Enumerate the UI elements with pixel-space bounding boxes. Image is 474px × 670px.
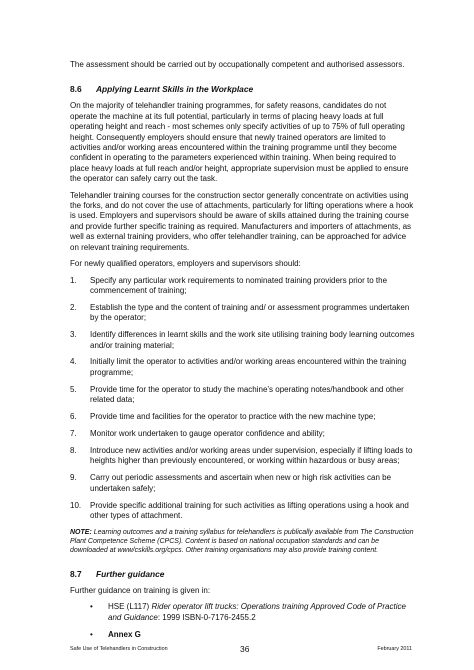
list-item (70, 630, 415, 640)
intro-paragraph: The assessment should be carried out by occupationally competent and authorised assessors. (70, 60, 405, 69)
reference-title: Rider operator lift trucks: Operations training Approved Code of Practice and Guidance (108, 602, 406, 622)
item-number: 2. (70, 302, 77, 312)
list-item (70, 412, 415, 422)
item-text: Provide time and facilities for the operator to practice with the new machine type; (90, 412, 376, 422)
list-item (70, 429, 415, 439)
numbered-list (70, 276, 415, 522)
bullet-list (70, 602, 415, 640)
bullet-icon: • (90, 630, 93, 640)
list-item (70, 602, 415, 623)
item-number: 5. (70, 384, 77, 394)
note-label: NOTE: (70, 528, 92, 536)
section-title: Further guidance (96, 568, 165, 579)
item-number: 10. (70, 500, 82, 510)
list-item (70, 473, 415, 494)
paragraph: Further guidance on training is given in: (70, 585, 211, 595)
section-heading-8-7 (70, 569, 415, 580)
note-text: Learning outcomes and a training syllabus for telehandlers is publically available from The Construction Plant Competence Scheme (CPCS). Content is based on national occupation standards and can be downloaded at www/cskills.org/cpcs. Other training organisations may also provide training content. (70, 528, 414, 554)
item-number: 9. (70, 473, 77, 483)
item-text: Identify differences in learnt skills and the work site utilising training body learning outcomes and/or training material; (90, 330, 415, 350)
list-item (70, 303, 415, 324)
item-text: Monitor work undertaken to gauge operator confidence and ability; (90, 428, 325, 438)
item-number: 4. (70, 357, 77, 367)
item-number: 8. (70, 445, 77, 455)
item-text: Establish the type and the content of training and/ or assessment programmes undertaken by the operator; (90, 302, 410, 323)
list-item (70, 276, 415, 297)
document-body (70, 60, 415, 647)
list-item (70, 330, 415, 351)
bullet-icon: • (90, 602, 93, 612)
note-paragraph (70, 528, 415, 555)
item-text: Introduce new activities and/or working areas under supervision, especially if lifting loads to heights higher than previously encountered, or working within hazardous or busy areas; (90, 445, 413, 466)
reference-suffix: : 1999 ISBN-0-7176-2455.2 (157, 612, 256, 622)
paragraph: On the majority of telehandler training programmes, for safety reasons, candidates do not operate the machine at its full potential, particularly in terms of placing heavy loads at full operating height and reach - most schemes only specify activities of up to 75% of full operating height. Consequently employers should ensure that newly trained operators are limited to activities and/or working areas encountered within the training programme until they become confident in operating to the parameters experienced within training. When being required to place heavy loads at full reach and/or height, appropriate supervision must be applied to ensure the operator can safely carry out the task. (70, 101, 409, 184)
paragraph: Telehandler training courses for the construction sector generally concentrate on activities using the forks, and do not cover the use of attachments, particularly for lifting operations where a hook is used. Employers and supervisors should be aware of skills attained during the training course and provide further specific training as required. Manufacturers and importers of attachments, as well as external training providers, who offer telehandler training, can be approached for advice on relevant training requirements. (70, 190, 414, 252)
list-item (70, 501, 415, 522)
section-number: 8.6 (70, 84, 82, 95)
item-number: 6. (70, 412, 77, 422)
list-item (70, 357, 415, 378)
section-heading-8-6 (70, 84, 415, 95)
paragraph: For newly qualified operators, employers and supervisors should: (70, 259, 301, 269)
item-text: Provide specific additional training for such activities as lifting operations using a hook and other types of attachment. (90, 500, 409, 520)
footer-document-title: Safe Use of Telehandlers in Construction (70, 646, 168, 652)
list-item (70, 446, 415, 467)
section-number: 8.7 (70, 568, 82, 579)
item-text: Carry out periodic assessments and ascertain when new or high risk activities can be undertaken safely; (90, 473, 392, 493)
footer-date: February 2011 (377, 646, 412, 652)
list-item (70, 385, 415, 406)
item-number: 7. (70, 428, 77, 438)
annex-reference: Annex G (108, 630, 141, 640)
reference-prefix: HSE (L117) (108, 602, 152, 612)
item-text: Initially limit the operator to activities and/or working areas encountered within the training programme; (90, 357, 407, 377)
page-number: 36 (240, 644, 250, 654)
item-text: Specify any particular work requirements to nominated training providers prior to the commencement of training; (90, 275, 388, 295)
item-text: Provide time for the operator to study the machine’s operating notes/handbook and other related data; (90, 384, 404, 405)
item-number: 3. (70, 330, 77, 340)
section-title: Applying Learnt Skills in the Workplace (96, 84, 254, 95)
item-number: 1. (70, 275, 77, 285)
